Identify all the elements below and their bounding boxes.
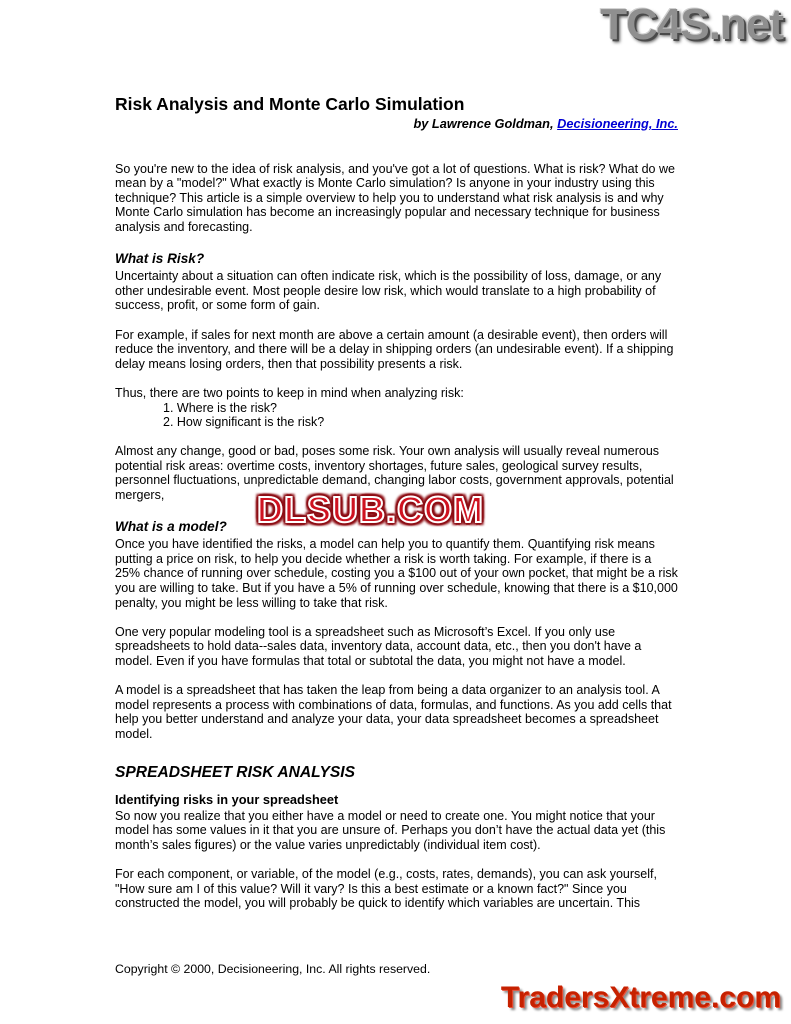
copyright-notice: Copyright © 2000, Decisioneering, Inc. All rights reserved. [115,962,431,976]
intro-paragraph: So you're new to the idea of risk analysis, and you've got a lot of questions. What is risk? What do we mean by a "model?" What exactly is Monte Carlo simulation? Is anyone in your industry using this technique? This article is a simple overview to help you to understand what risk analysis is and why Monte Carlo simulation has become an increasingly popular and necessary technique for business analysis and forecasting. [115,161,675,234]
list-item: 1. Where is the risk? [163,400,277,415]
paragraph: Almost any change, good or bad, poses some risk. Your own analysis will usually reveal numerous potential risk areas: overtime costs, inventory shortages, future sales, geological survey results, personnel fluctuations, unpredictable demand, changing labor costs, government approvals, potential mergers, [115,444,674,503]
list-item: 2. How significant is the risk? [163,415,325,430]
section-heading-spreadsheet-risk-analysis: SPREADSHEET RISK ANALYSIS [115,763,356,781]
tradersxtreme-watermark: TradersXtreme.com [500,981,781,1014]
paragraph: One very popular modeling tool is a spreadsheet such as Microsoft’s Excel. If you only use spreadsheets to hold data--sales data, inventory data, account data, etc., then you don't have a model. Even if you have formulas that total or subtotal the data, you might not have a model. [115,624,642,668]
paragraph: Thus, there are two points to keep in mind when analyzing risk: [115,385,464,400]
paragraph: For each component, or variable, of the model (e.g., costs, rates, demands), you can ask yourself, "How sure am I of this value? Will it vary? Is this a best estimate or a known fact?" Since you constructed the model, you will probably be quick to identify which variables are uncertain. This [115,867,657,911]
tc4s-watermark: TC4S.net [600,0,783,49]
paragraph: Once you have identified the risks, a model can help you to quantify them. Quantifying risk means putting a price on risk, to help you decide whether a risk is worth taking. For example, if there is a 25% chance of running over schedule, costing you a $100 out of your own pocket, that might be a risk you are willing to take. But if you have a 5% of running over schedule, knowing that there is a $10,000 penalty, you might be less willing to take that risk. [115,537,678,610]
decisioneering-link[interactable]: Decisioneering, Inc. [557,116,678,131]
paragraph: So now you realize that you either have a model or need to create one. You might notice that your model has some values in it that you are unsure of. Perhaps you don’t have the actual data yet (this month’s sales figures) or the value varies unpredictably (individual item cost). [115,808,666,852]
section-heading-what-is-risk: What is Risk? [115,250,205,266]
dlsub-watermark: DLSUB.COM [257,489,484,530]
risk-points-list [163,401,678,430]
paragraph: Uncertainty about a situation can often indicate risk, which is the possibility of loss, damage, or any other undesirable event. Most people desire low risk, which would translate to a high probability of success, profit, or some form of gain. [115,269,662,313]
byline [115,117,678,132]
subsection-heading-identifying-risks: Identifying risks in your spreadsheet [115,792,339,808]
article-title: Risk Analysis and Monte Carlo Simulation [115,94,465,114]
byline-author: by Lawrence Goldman, [413,116,558,131]
paragraph: For example, if sales for next month are above a certain amount (a desirable event), then orders will reduce the inventory, and there will be a delay in shipping orders (an undesirable event). If a shipping delay means losing orders, then that possibility presents a risk. [115,327,674,371]
section-heading-what-is-model: What is a model? [115,518,227,534]
paragraph: A model is a spreadsheet that has taken the leap from being a data organizer to an analysis tool. A model represents a process with combinations of data, formulas, and functions. As you add cells that help you better understand and analyze your data, your data spreadsheet becomes a spreadsheet model. [115,683,672,741]
